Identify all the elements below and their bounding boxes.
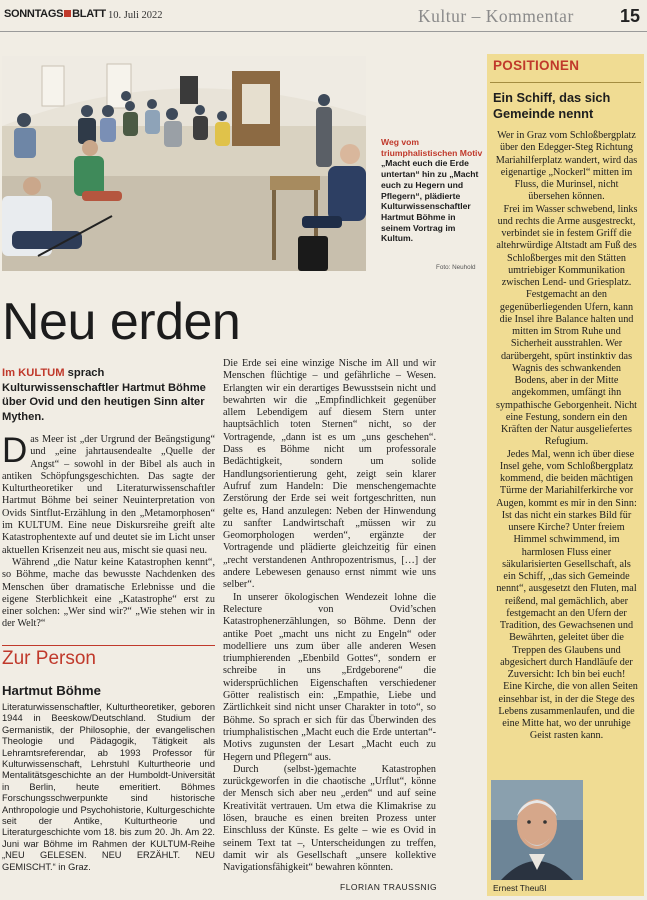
article-column-1	[2, 431, 215, 631]
lecture-photo	[2, 56, 366, 271]
sidebar-body	[495, 130, 638, 743]
sidebar-headline: Ein Schiff, das sich Gemeinde nennt	[493, 90, 611, 121]
portrait-name: Ernest Theußl	[493, 883, 547, 893]
article-column-2	[223, 358, 436, 874]
article-lead	[2, 366, 217, 424]
article-headline: Neu erden	[2, 293, 241, 351]
article-paragraph: In unserer ökologischen Wendezeit lohne die Relecture von Ovid’schen Katastrophenerzählungen, so Böhme. Denn der antike Poet „macht uns nicht zu Engeln“ oder modelliere uns zum über alle anderen Wesen triumphierenden „Ebenbild Gottes“, sondern er schreibe in uns „Erdgeborene“ die widersprüchlichen Eigenschaften verschiedener Götter realistisch ein: „Empathie, Liebe und Zärtlichkeit sind nicht unser Charakter in toto“, so Böhme. So sprach er sich für das Überwinden des triumphalistischen „Macht euch die Erde untertan“-Motivs zugunsten der Lesart „Macht euch zu Hegern und Pflegern“ aus.	[223, 591, 436, 763]
lead-keyword: Im KULTUM	[2, 367, 65, 379]
person-box-name: Hartmut Böhme	[2, 683, 101, 698]
lead-text: sprach Kulturwissenschaftler Hartmut Böhme über Ovid und den heutigen Sinn alter Mythen.	[2, 367, 206, 423]
sidebar-paragraph: Eine Kirche, die von allen Seiten einsehbar ist, in der die Stege des Lebens zusammenlaufen, und die eine Mitte hat, wo der unruhige Geist rasten kann.	[498, 681, 638, 742]
article-paragraph: as Meer ist „der Urgrund der Beängstigung“ und „eine jahrtausendealte „Quelle der Angst“ – sowohl in der Bibel als auch in antiken Schöpfungsgeschichten. Das sagte der Kulturtheoretiker und Literaturwissenschaftler Hartmut Böhme bei seiner Neuinterpretation von Ovids Sintflut-Erzählung in den „Metamorphosen“ im KULTUM. Eine neue Diskursreihe greift alte Katastrophentexte auf und deutet sie im Licht unser aktuellen Krisenzeit neu aus, mischt sie quasi neu.	[2, 434, 215, 556]
page-number: 15	[620, 6, 641, 26]
header-divider	[0, 31, 647, 32]
dropcap: D	[2, 431, 28, 470]
caption-title: Weg vom triumphalistischen Motiv	[381, 137, 483, 158]
article-author: FLORIAN TRAUSSNIG	[340, 882, 438, 892]
newspaper-logo: SONNTAGS BLATT	[4, 8, 106, 20]
logo-square-icon	[64, 10, 71, 17]
person-box-text: Literaturwissenschaftler, Kulturtheoretiker, geboren 1944 in Beeskow/Deutschland. Studium der Germanistik, der Philosophie, der evangelischen Theologie und Pädagogik, Tätigkeit als Lehramtsreferendar, ab 1993 Professor für Kulturwissenschaft, Lehrstuhl Kulturtheorie und Mentalitätsgeschichte an der Humboldt-Universität in Berlin, heute emeritiert. Böhmes Forschungsschwerpunkte sind historische Anthropologie und Psychohistorie, Kulturgeschichte seit der Antike, Kulturtheorie und Literaturgeschichte vom 18. bis zum 20. Jh. Am 22. Juni war Böhme im Rahmen der KULTUM-Reihe „NEU GELESEN. NEU ERZÄHLT. NEU GEMISCHT.“ in Graz.	[2, 702, 215, 872]
article-paragraph: Die Erde sei eine winzige Nische im All und wir Menschen flüchtige – und gefährliche – Wesen. Erlangten wir ein derartiges Bewusstsein nicht und bewahrten wir die „Empfindlichkeit gegenüber allem Lebendigem auf diesem Stern unter hauptsächlich toten Sternen“ nicht, so der Vortragende, „dann ist es um „uns geschehen“. Dass es Böhme nicht um professorale Bedächtigkeit, sondern um solide Handlungsorientierung geht, zeigt sein klarer Aufruf zum Handeln: Die menschengemachte Zerstörung der Erde sei weit fortgeschritten, nun gelte es, Hand anzulegen: Neben der Hinwendung zu sanfter Landwirtschaft „müssen wir zu Geomorphologen werden“, ergänzte der Vortragende und plädierte gleichzeitig für einen „recht verstandenen Anthropozentrismus, […] der andere Lebewesen genauso ernst nimmt wie uns selber“.	[223, 358, 436, 591]
author-portrait	[491, 780, 583, 880]
section-rubric: Kultur – Kommentar	[418, 6, 574, 26]
person-box-title: Zur Person	[2, 645, 215, 670]
photo-caption	[381, 137, 484, 244]
caption-text: „Macht euch die Erde untertan“ hin zu „Macht euch zu Hegern und Pflegern“, plädierte Kulturwissenschaftler Hartmut Böhme in seinem Vortrag im Kultum.	[381, 158, 479, 244]
article-paragraph: Während „die Natur keine Katastrophen kennt“, so Böhme, mache das bewusste Nachdenken des Menschen über dramatische Erlebnisse und die eigene Sterblichkeit eine „Katastrophe“ erst zu einer solchen: „Wer sind wir?“ „Wie stehen wir in der Welt?“	[2, 556, 215, 630]
photo-credit: Foto: Neuhold	[436, 264, 476, 271]
sidebar-paragraph: Wer in Graz vom Schloßbergplatz über den Edegger-Steg Richtung Mariahilferplatz wandert, wird das eigenartige „Nockerl“ mitten im Fluss, die Murinsel, nicht übersehen können.	[495, 130, 638, 203]
sidebar-divider	[490, 82, 641, 83]
article-paragraph: Durch (selbst-)gemachte Katastrophen zurückgeworfen in die chaotische „Urflut“, könne der Mensch sich aber neu „erden“ und auf seine Kreativität vertrauen. Um etwa die Klimakrise zu lösen, brauche es einen breiten Prozess unter Einschluss der Künste. Es gelte – wie es Ovid in seinem Text tat –, Unterscheidungen zu treffen, damit wir als Gesellschaft „unsere kollektive Navigationsfähigkeit“ bewahren könnten.	[223, 763, 436, 874]
sidebar-label: POSITIONEN	[493, 58, 580, 73]
issue-date: 10. Juli 2022	[108, 10, 163, 21]
sidebar-paragraph: Frei im Wasser schwebend, links und rechts die Arme ausgestreckt, verbindet sie in festem Griff die altehrwürdige Altstadt am Fuß des Schloßberges mit den Stätten umtriebiger Kommunikation zwischen Lend- und Griesplatz. Festgemacht an den gegenüberliegenden Ufern, kann die Insel ihre Balance halten und mitten im Strom Ruhe und Sicherheit ausstrahlen. Wer darübergeht, spürt instinktiv das Wagnis des schwankenden Bodens, aber in der Mitte angekommen, umfängt ihn sympathische Geborgenheit. Nicht eine Festung, sondern ein den Kräften der Natur ausgeliefertes Refugium.	[496, 203, 638, 448]
sidebar-paragraph: Jedes Mal, wenn ich über diese Insel gehe, vom Schloßbergplatz kommend, die beiden mächtigen Türme der Mariahilferkirche vor Augen, kommt es mir in den Sinn: Ist das nicht ein starkes Bild für unsere Kirche? Unter freiem Himmel schwimmend, im harmlosen Fluss einer säkularisierten Gesellschaft, als ein Schiff, „das sich Gemeinde nennt“, ausgesetzt den Fluten, mal reißend, mal gemächlich, aber festgemacht an den Ufern der Tradition, des Gewachsenen und Bewährten, geleitet über die Treppen des Glaubens und abgesichert durch Handläufe der Zuversicht: Ich bin bei euch!	[496, 448, 637, 680]
